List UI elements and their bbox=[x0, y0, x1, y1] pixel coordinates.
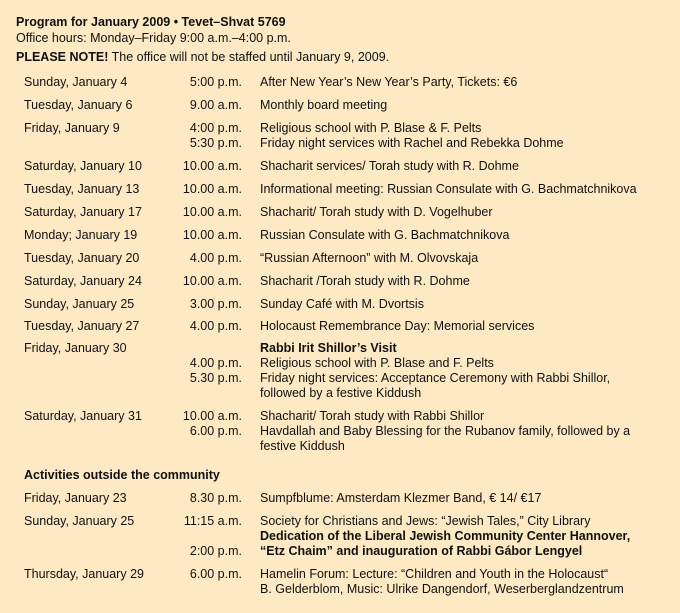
event-time bbox=[190, 98, 242, 113]
event-time bbox=[184, 514, 242, 559]
event-description-line: B. Gelderblom, Music: Ulrike Dangendorf, Weserberglandzentrum bbox=[260, 582, 624, 596]
event-date: Saturday, January 31 bbox=[24, 409, 142, 423]
event-date: Sunday, January 25 bbox=[24, 297, 135, 311]
event-time-line: 4.00 p.m. bbox=[189, 319, 242, 333]
event-description bbox=[260, 251, 672, 266]
event-date: Friday, January 23 bbox=[24, 491, 127, 505]
event-date: Tuesday, January 27 bbox=[24, 319, 140, 333]
event-description-line: Informational meeting: Russian Consulate with G. Bachmatchnikova bbox=[260, 182, 637, 196]
event-time-line: 2:00 p.m. bbox=[189, 544, 242, 558]
event-description-line: Shacharit /Torah study with R. Dohme bbox=[260, 274, 470, 288]
event-date: Tuesday, January 20 bbox=[24, 251, 140, 265]
event-time bbox=[183, 182, 242, 197]
event-description-line: Friday night services with Rachel and Rebekka Dohme bbox=[260, 136, 564, 150]
event-description bbox=[260, 319, 672, 334]
event-time-line: 4.00 p.m. bbox=[189, 251, 242, 265]
event-description bbox=[260, 205, 672, 220]
event-time bbox=[190, 567, 242, 582]
event-time-line: 11:15 a.m. bbox=[183, 514, 242, 528]
event-time-line: 4:00 p.m. bbox=[189, 121, 242, 135]
event-time-line: 10.00 a.m. bbox=[182, 274, 242, 288]
event-description-line: Religious school with P. Blase & F. Pelts bbox=[260, 121, 482, 135]
event-time-line: 10.00 a.m. bbox=[182, 182, 242, 196]
event-description-line: Sunday Café with M. Dvortsis bbox=[260, 297, 424, 311]
event-description-line: Holocaust Remembrance Day: Memorial services bbox=[260, 319, 535, 333]
event-description bbox=[260, 228, 672, 243]
event-description-line: Shacharit/ Torah study with D. Vogelhuber bbox=[260, 205, 493, 219]
program-header bbox=[16, 14, 389, 65]
event-time-line: 4.00 p.m. bbox=[189, 356, 242, 370]
event-date: Saturday, January 17 bbox=[24, 205, 142, 219]
event-time-line: 6.00 p.m. bbox=[189, 424, 242, 438]
office-hours: Office hours: Monday–Friday 9:00 a.m.–4:00 p.m. bbox=[16, 31, 291, 45]
event-time-line bbox=[184, 529, 242, 544]
event-description-line: Friday night services: Acceptance Ceremony with Rabbi Shillor, bbox=[260, 371, 611, 385]
event-description bbox=[260, 341, 672, 401]
event-time bbox=[183, 205, 242, 220]
event-date: Tuesday, January 6 bbox=[24, 98, 133, 112]
event-time-line: 8.30 p.m. bbox=[189, 491, 242, 505]
event-description bbox=[260, 297, 672, 312]
event-description bbox=[260, 491, 672, 506]
event-time bbox=[190, 75, 242, 90]
event-description-line: followed by a festive Kiddush bbox=[260, 386, 422, 400]
event-description bbox=[260, 159, 672, 174]
event-time-line: 5:00 p.m. bbox=[189, 75, 242, 89]
event-time-line: 6.00 p.m. bbox=[189, 567, 242, 581]
event-description bbox=[260, 182, 672, 197]
event-date: Saturday, January 10 bbox=[24, 159, 142, 173]
event-description bbox=[260, 409, 672, 454]
event-date: Friday, January 30 bbox=[24, 341, 127, 355]
event-description-line: Havdallah and Baby Blessing for the Rubanov family, followed by a bbox=[260, 424, 631, 438]
event-description-line: Rabbi Irit Shillor’s Visit bbox=[260, 341, 397, 355]
event-description-line: Russian Consulate with G. Bachmatchnikova bbox=[260, 228, 510, 242]
event-description-line: “Etz Chaim” and inauguration of Rabbi Gábor Lengyel bbox=[260, 544, 583, 558]
event-description bbox=[260, 121, 672, 151]
event-description-line: “Russian Afternoon” with M. Olvovskaja bbox=[260, 251, 479, 265]
event-date: Saturday, January 24 bbox=[24, 274, 142, 288]
event-time bbox=[183, 409, 242, 439]
event-description-line: After New Year’s New Year’s Party, Tickets: €6 bbox=[260, 75, 518, 89]
section-heading-outside: Activities outside the community bbox=[24, 468, 220, 482]
event-time-line: 10.00 a.m. bbox=[182, 159, 242, 173]
event-time bbox=[190, 251, 242, 266]
program-title: Program for January 2009 • Tevet–Shvat 5769 bbox=[16, 15, 286, 29]
notice-text: The office will not be staffed until January 9, 2009. bbox=[108, 50, 390, 64]
event-description bbox=[260, 567, 672, 597]
event-date: Monday; January 19 bbox=[24, 228, 138, 242]
event-time-line: 3.00 p.m. bbox=[189, 297, 242, 311]
event-time bbox=[183, 274, 242, 289]
event-description-line: festive Kiddush bbox=[260, 439, 345, 453]
event-description-line: Shacharit services/ Torah study with R. Dohme bbox=[260, 159, 519, 173]
event-time bbox=[183, 159, 242, 174]
event-time bbox=[183, 228, 242, 243]
event-description bbox=[260, 514, 672, 559]
event-description-line: Dedication of the Liberal Jewish Community Center Hannover, bbox=[260, 529, 631, 543]
notice bbox=[16, 49, 389, 65]
event-description-line: Sumpfblume: Amsterdam Klezmer Band, € 14/ €17 bbox=[260, 491, 542, 505]
event-time-line: 9.00 a.m. bbox=[189, 98, 242, 112]
notice-label: PLEASE NOTE! bbox=[16, 50, 109, 64]
event-time bbox=[190, 297, 242, 312]
event-time bbox=[190, 319, 242, 334]
event-description bbox=[260, 75, 672, 90]
event-time-line: 10.00 a.m. bbox=[182, 228, 242, 242]
event-time-line: 10.00 a.m. bbox=[182, 205, 242, 219]
event-date: Sunday, January 4 bbox=[24, 75, 128, 89]
event-date: Friday, January 9 bbox=[24, 121, 120, 135]
event-time-line: 5:30 p.m. bbox=[189, 136, 242, 150]
event-description bbox=[260, 274, 672, 289]
event-description-line: Shacharit/ Torah study with Rabbi Shillor bbox=[260, 409, 485, 423]
event-time bbox=[190, 491, 242, 506]
event-date: Sunday, January 25 bbox=[24, 514, 135, 528]
event-time bbox=[190, 341, 242, 386]
event-time bbox=[190, 121, 242, 151]
event-description-line: Society for Christians and Jews: “Jewish Tales,” City Library bbox=[260, 514, 591, 528]
event-description-line: Religious school with P. Blase and F. Pelts bbox=[260, 356, 494, 370]
event-date: Thursday, January 29 bbox=[24, 567, 144, 581]
event-time-line: 10.00 a.m. bbox=[182, 409, 242, 423]
event-time-line: 5.30 p.m. bbox=[189, 371, 242, 385]
event-description-line: Hamelin Forum: Lecture: “Children and Youth in the Holocaust“ bbox=[260, 567, 609, 581]
event-time-line bbox=[190, 341, 242, 356]
event-description-line: Monthly board meeting bbox=[260, 98, 388, 112]
event-description bbox=[260, 98, 672, 113]
event-date: Tuesday, January 13 bbox=[24, 182, 140, 196]
